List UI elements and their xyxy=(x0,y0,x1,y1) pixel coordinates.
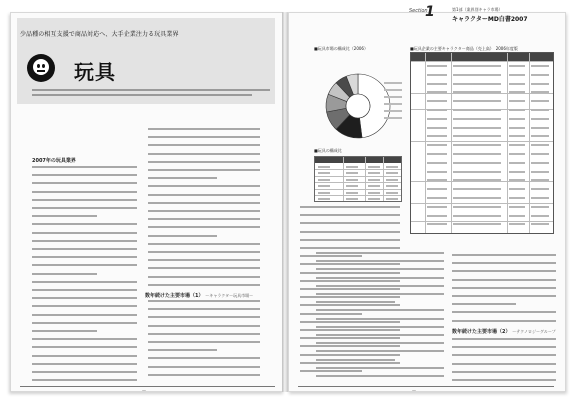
text-line xyxy=(300,239,400,241)
table-cell xyxy=(531,118,549,120)
table-cell xyxy=(427,118,447,120)
table-col-rule xyxy=(383,157,384,201)
text-line xyxy=(316,277,444,279)
text-line xyxy=(148,349,217,351)
table-cell xyxy=(386,185,398,187)
text-line xyxy=(300,304,400,306)
table-cell xyxy=(531,135,549,137)
table-cell xyxy=(509,179,525,181)
text-line xyxy=(32,297,137,299)
text-line xyxy=(300,296,400,298)
left-page-footer-rule xyxy=(20,386,275,387)
table-cell xyxy=(386,198,398,200)
toy-logo-icon xyxy=(27,54,55,82)
table-cell xyxy=(509,153,525,155)
text-line xyxy=(148,276,260,278)
table-row-rule xyxy=(315,182,401,183)
text-line xyxy=(316,350,444,352)
table-cell xyxy=(427,135,447,137)
table-cell xyxy=(427,91,447,93)
text-line xyxy=(32,338,137,340)
text-line xyxy=(300,337,400,339)
table-col-rule xyxy=(529,53,530,233)
text-line xyxy=(32,240,137,242)
text-line xyxy=(148,226,260,228)
table-cell xyxy=(531,144,549,146)
table-cell xyxy=(427,65,447,67)
table-cell xyxy=(386,179,398,181)
table-cell xyxy=(427,188,447,190)
share-table-header xyxy=(315,157,401,163)
text-line xyxy=(452,371,556,373)
table-cell xyxy=(531,206,549,208)
text-line xyxy=(316,309,444,311)
table-cell xyxy=(531,215,549,217)
section-heading-main-market-2: 数年続けた主要市場（2） ーテクノロジーグループ xyxy=(452,329,556,335)
text-line xyxy=(148,333,260,335)
text-line xyxy=(32,379,137,381)
text-line xyxy=(148,284,260,286)
text-line xyxy=(148,185,260,187)
text-line xyxy=(300,206,400,208)
text-line xyxy=(300,321,400,323)
table-cell xyxy=(453,197,501,199)
text-line xyxy=(148,267,260,269)
table-row-rule xyxy=(315,176,401,177)
pie-center xyxy=(346,94,370,118)
text-line xyxy=(316,268,444,270)
table-cell xyxy=(531,188,549,190)
text-line xyxy=(32,289,137,291)
text-line xyxy=(300,280,400,282)
text-line xyxy=(300,263,400,265)
text-line xyxy=(32,264,137,266)
text-line xyxy=(32,273,97,275)
text-line xyxy=(148,243,260,245)
table-cell xyxy=(386,192,398,194)
text-line xyxy=(148,259,260,261)
table-col-rule xyxy=(365,157,366,201)
text-line xyxy=(148,210,260,212)
text-line xyxy=(452,270,556,272)
text-line xyxy=(300,362,400,364)
table-cell xyxy=(453,162,501,164)
table-cell xyxy=(427,83,447,85)
table-cell xyxy=(386,166,398,168)
table-cell xyxy=(453,74,501,76)
small-table-title: ■玩具の構成比 xyxy=(314,148,342,153)
pie-figure-title: ■玩具市場の構成比（2006） xyxy=(314,46,368,51)
text-line xyxy=(452,338,556,340)
table-cell xyxy=(453,188,501,190)
table-cell xyxy=(427,197,447,199)
text-line xyxy=(32,207,137,209)
table-cell xyxy=(509,100,525,102)
text-line xyxy=(316,260,444,262)
lead-text-line xyxy=(32,94,252,96)
text-line xyxy=(32,166,137,168)
text-line xyxy=(32,232,137,234)
table-col-rule xyxy=(507,53,508,233)
table-cell xyxy=(453,91,501,93)
table-row-rule xyxy=(315,189,401,190)
pie-legend-line xyxy=(384,103,402,105)
section-heading-2007: 2007年の玩具業界 xyxy=(32,158,76,164)
table-cell xyxy=(531,153,549,155)
text-line xyxy=(32,330,97,332)
table-cell xyxy=(509,118,525,120)
table-cell xyxy=(453,118,501,120)
text-line xyxy=(316,359,395,361)
table-cell xyxy=(453,179,501,181)
text-line xyxy=(32,248,137,250)
table-cell xyxy=(509,109,525,111)
table-row-rule xyxy=(411,203,553,204)
text-line xyxy=(300,313,362,315)
table-row-rule xyxy=(315,169,401,170)
table-cell xyxy=(531,74,549,76)
table-cell xyxy=(509,91,525,93)
text-line xyxy=(300,214,400,216)
text-line xyxy=(452,254,556,256)
text-line xyxy=(32,322,137,324)
text-line xyxy=(316,375,444,377)
table-cell xyxy=(318,166,330,168)
table-cell xyxy=(509,135,525,137)
text-line xyxy=(32,182,137,184)
text-line xyxy=(316,342,444,344)
table-cell xyxy=(531,109,549,111)
text-line xyxy=(148,251,260,253)
text-line xyxy=(32,314,137,316)
table-cell xyxy=(318,198,330,200)
table-cell xyxy=(318,179,330,181)
table-cell xyxy=(346,185,358,187)
table-cell xyxy=(453,65,501,67)
text-line xyxy=(148,218,260,220)
text-line xyxy=(32,199,137,201)
table-cell xyxy=(368,166,380,168)
running-header-title: キャラクターMD白書2007 xyxy=(452,16,528,23)
table-cell xyxy=(453,206,501,208)
table-cell xyxy=(427,215,447,217)
pie-legend-line xyxy=(384,110,402,112)
text-line xyxy=(300,231,400,233)
table-cell xyxy=(453,153,501,155)
text-line xyxy=(148,153,260,155)
character-products-table xyxy=(410,52,554,234)
text-line xyxy=(452,346,556,348)
text-line xyxy=(316,334,444,336)
table-cell xyxy=(427,206,447,208)
text-line xyxy=(300,354,400,356)
table-cell xyxy=(453,135,501,137)
table-cell xyxy=(427,144,447,146)
text-line xyxy=(148,357,260,359)
table-cell xyxy=(427,153,447,155)
table-row-rule xyxy=(411,221,553,222)
left-page-number: — xyxy=(142,388,146,393)
table-cell xyxy=(346,172,358,174)
table-cell xyxy=(509,65,525,67)
table-cell xyxy=(509,206,525,208)
table-cell xyxy=(531,100,549,102)
table-cell xyxy=(318,185,330,187)
text-line xyxy=(316,367,444,369)
table-cell xyxy=(453,171,501,173)
table-cell xyxy=(509,223,525,225)
table-cell xyxy=(531,179,549,181)
table-cell xyxy=(453,83,501,85)
table-cell xyxy=(531,83,549,85)
table-cell xyxy=(509,188,525,190)
section-heading-main-market-1: 数年続けた主要市場（1） ーキャラクター玩具市場ー xyxy=(145,293,254,299)
text-line xyxy=(300,288,400,290)
table-cell xyxy=(368,198,380,200)
table-cell xyxy=(368,179,380,181)
text-line xyxy=(452,262,556,264)
table-col-rule xyxy=(425,53,426,233)
pie-legend-line xyxy=(384,96,402,98)
table-cell xyxy=(531,162,549,164)
text-line xyxy=(300,247,400,249)
table-cell xyxy=(509,171,525,173)
table-cell xyxy=(453,144,501,146)
table-cell xyxy=(509,144,525,146)
text-line xyxy=(452,320,556,322)
text-line xyxy=(452,279,556,281)
text-line xyxy=(316,318,444,320)
text-line xyxy=(148,128,260,130)
text-line xyxy=(452,311,556,313)
table-cell xyxy=(368,172,380,174)
table-cell xyxy=(427,223,447,225)
text-line xyxy=(32,371,137,373)
text-line xyxy=(316,301,395,303)
text-line xyxy=(452,303,516,305)
pie-legend-line xyxy=(384,82,402,84)
text-line xyxy=(452,287,556,289)
table-cell xyxy=(453,100,501,102)
running-header-small: 第1部（業界別キャラ市場） xyxy=(452,7,503,12)
text-line xyxy=(32,191,137,193)
table-cell xyxy=(427,74,447,76)
text-line xyxy=(452,295,556,297)
table-cell xyxy=(531,171,549,173)
table-cell xyxy=(531,223,549,225)
table-cell xyxy=(531,197,549,199)
chapter-title: 玩具 xyxy=(74,60,116,84)
text-line xyxy=(32,174,137,176)
table-cell xyxy=(427,109,447,111)
table-cell xyxy=(346,179,358,181)
text-line xyxy=(32,346,137,348)
text-line xyxy=(452,379,556,381)
section-tab: Section 1 xyxy=(409,4,435,20)
table-cell xyxy=(531,65,549,67)
text-line xyxy=(300,345,400,347)
text-line xyxy=(316,285,444,287)
table-cell xyxy=(368,192,380,194)
right-page-footer-rule xyxy=(298,386,554,387)
text-line xyxy=(32,355,137,357)
text-line xyxy=(452,354,556,356)
table-col-rule xyxy=(343,157,344,201)
text-line xyxy=(148,300,260,302)
table-cell xyxy=(509,74,525,76)
table-cell xyxy=(509,197,525,199)
table-cell xyxy=(368,185,380,187)
table-cell xyxy=(318,192,330,194)
text-line xyxy=(32,215,97,217)
table-cell xyxy=(346,192,358,194)
share-table xyxy=(314,156,402,202)
text-line xyxy=(316,326,444,328)
text-line xyxy=(148,308,260,310)
right-page-number: — xyxy=(412,388,416,393)
text-line xyxy=(148,235,217,237)
text-line xyxy=(316,293,444,295)
big-table-title: ■玩具企業の主要キャラクター商品（売上高） 2006年度版 xyxy=(410,46,518,51)
text-line xyxy=(148,374,260,376)
text-line xyxy=(32,256,137,258)
table-cell xyxy=(427,127,447,129)
text-line xyxy=(148,325,260,327)
text-line xyxy=(148,169,260,171)
text-line xyxy=(300,329,400,331)
table-cell xyxy=(453,215,501,217)
text-line xyxy=(148,194,260,196)
text-line xyxy=(148,202,260,204)
text-line xyxy=(32,305,137,307)
text-line xyxy=(300,255,362,257)
text-line xyxy=(32,223,137,225)
table-cell xyxy=(386,172,398,174)
lead-text-line xyxy=(32,89,270,91)
pie-legend-line xyxy=(384,89,402,91)
table-header xyxy=(411,53,553,61)
text-line xyxy=(148,316,260,318)
text-line xyxy=(148,161,260,163)
table-cell xyxy=(509,83,525,85)
table-cell xyxy=(453,223,501,225)
chapter-subtitle: 少品種の相互支援で商品対応へ、大手企業注力る玩具業界 xyxy=(20,31,179,38)
pie-chart xyxy=(316,64,406,148)
table-cell xyxy=(509,127,525,129)
text-line xyxy=(452,363,556,365)
text-line xyxy=(32,281,137,283)
table-row-rule xyxy=(411,141,553,142)
text-line xyxy=(32,363,137,365)
table-cell xyxy=(509,162,525,164)
table-cell xyxy=(427,100,447,102)
table-cell xyxy=(509,215,525,217)
text-line xyxy=(300,272,400,274)
table-cell xyxy=(427,179,447,181)
pie-legend-line xyxy=(384,117,402,119)
text-line xyxy=(148,177,217,179)
table-row-rule xyxy=(315,195,401,196)
table-cell xyxy=(531,127,549,129)
table-cell xyxy=(531,91,549,93)
table-cell xyxy=(318,172,330,174)
table-row-rule xyxy=(411,61,553,62)
text-line xyxy=(316,252,444,254)
text-line xyxy=(148,144,260,146)
table-cell xyxy=(427,162,447,164)
text-line xyxy=(300,370,362,372)
text-line xyxy=(148,366,260,368)
table-cell xyxy=(453,109,501,111)
text-line xyxy=(148,341,260,343)
text-line xyxy=(300,222,400,224)
text-line xyxy=(148,136,260,138)
table-cell xyxy=(346,166,358,168)
table-cell xyxy=(427,171,447,173)
table-cell xyxy=(453,127,501,129)
table-cell xyxy=(346,198,358,200)
table-col-rule xyxy=(451,53,452,233)
